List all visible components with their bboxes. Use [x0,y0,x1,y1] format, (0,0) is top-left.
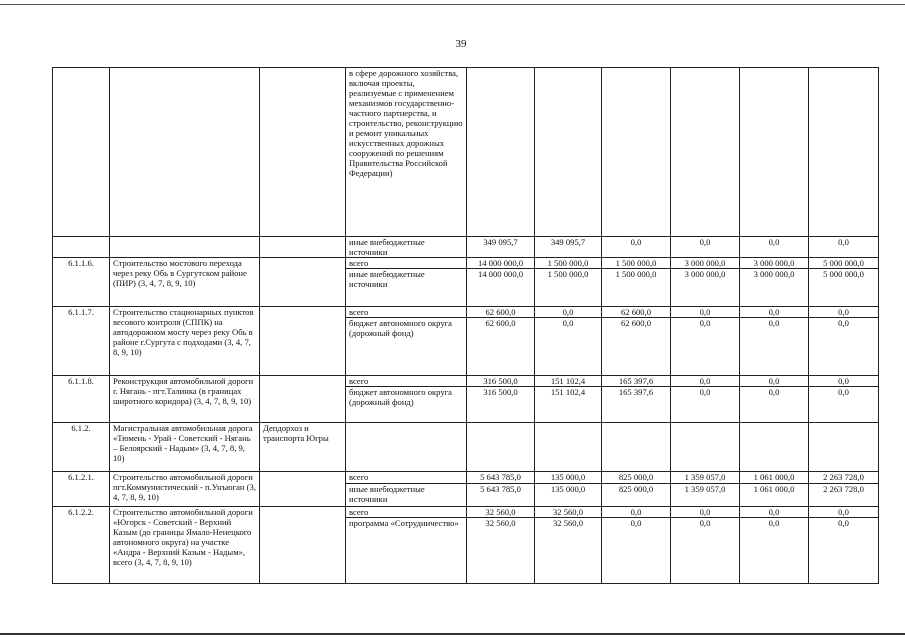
value-cell: 14 000 000,0 [467,268,535,306]
executor-cell [260,506,346,583]
value-cell: 0,0 [740,387,809,423]
name-cell [110,236,260,257]
value-cell: 0,0 [740,306,809,317]
executor-cell: Депдорхоз и транспорта Югры [260,423,346,472]
value-cell: 825 000,0 [602,483,671,506]
value-cell [467,68,535,237]
source-cell: всего [346,506,467,517]
value-cell: 0,0 [535,317,602,375]
value-cell: 0,0 [671,376,740,387]
value-cell: 32 560,0 [467,517,535,583]
value-cell: 0,0 [740,517,809,583]
source-cell: всего [346,257,467,268]
code-cell: 6.1.1.8. [53,376,110,423]
source-cell: всего [346,306,467,317]
value-cell: 2 263 728,0 [809,472,879,483]
value-cell [809,423,879,472]
value-cell: 0,0 [671,317,740,375]
value-cell [535,423,602,472]
value-cell: 825 000,0 [602,472,671,483]
executor-cell [260,306,346,375]
table-row [53,423,879,472]
source-cell: программа «Сотрудничество» [346,517,467,583]
value-cell [740,68,809,237]
value-cell: 62 600,0 [467,317,535,375]
value-cell: 62 600,0 [602,306,671,317]
value-cell: 3 000 000,0 [671,257,740,268]
code-cell [53,236,110,257]
value-cell: 14 000 000,0 [467,257,535,268]
executor-cell [260,68,346,237]
value-cell: 1 061 000,0 [740,472,809,483]
budget-table [52,67,879,584]
value-cell [602,423,671,472]
value-cell: 0,0 [535,306,602,317]
value-cell: 0,0 [809,387,879,423]
value-cell: 32 560,0 [467,506,535,517]
name-cell: Строительство автомобильной дороги пгт.Коммунистический - п.Унъюган (3, 4, 7, 8, 9, 10) [110,472,260,506]
source-cell: иные внебюджетные источники [346,483,467,506]
scan-bottom-edge [0,633,905,635]
value-cell: 5 000 000,0 [809,268,879,306]
source-cell: всего [346,472,467,483]
value-cell: 3 000 000,0 [740,268,809,306]
name-cell: Реконструкция автомобильной дороги г. Нягань - пгт.Талинка (в границах широтного коридора) (3, 4, 7, 8, 9, 10) [110,376,260,423]
value-cell: 0,0 [671,236,740,257]
value-cell: 1 359 057,0 [671,483,740,506]
value-cell: 151 102,4 [535,387,602,423]
value-cell [671,68,740,237]
value-cell: 0,0 [809,317,879,375]
source-cell: иные внебюджетные источники [346,268,467,306]
value-cell [602,68,671,237]
value-cell: 2 263 728,0 [809,483,879,506]
source-cell [346,423,467,472]
executor-cell [260,472,346,506]
table-row [53,472,879,483]
code-cell: 6.1.1.7. [53,306,110,375]
code-cell: 6.1.1.6. [53,257,110,306]
value-cell: 0,0 [671,506,740,517]
executor-cell [260,257,346,306]
value-cell: 0,0 [809,236,879,257]
table-row [53,376,879,387]
value-cell: 1 500 000,0 [535,268,602,306]
source-cell: бюджет автономного округа (дорожный фонд) [346,317,467,375]
value-cell [535,68,602,237]
value-cell: 0,0 [671,517,740,583]
value-cell: 3 000 000,0 [740,257,809,268]
code-cell [53,68,110,237]
value-cell: 5 000 000,0 [809,257,879,268]
name-cell: Магистральная автомобильная дорога «Тюмень - Урай - Советский - Нягань – Белоярский - Надым» (3, 4, 7, 8, 9, 10) [110,423,260,472]
value-cell: 62 600,0 [467,306,535,317]
name-cell [110,68,260,237]
table-row [53,236,879,257]
value-cell: 316 500,0 [467,376,535,387]
value-cell: 32 560,0 [535,506,602,517]
value-cell [809,68,879,237]
name-cell: Строительство мостового перехода через реку Обь в Сургутском районе (ПИР) (3, 4, 7, 8, 9, 10) [110,257,260,306]
table-row [53,306,879,317]
value-cell: 5 643 785,0 [467,472,535,483]
value-cell: 0,0 [602,506,671,517]
value-cell: 135 000,0 [535,483,602,506]
value-cell: 1 359 057,0 [671,472,740,483]
value-cell: 0,0 [740,506,809,517]
table-row [53,68,879,237]
source-cell: в сфере дорожного хозяйства, включая проекты, реализуемые с применением механизмов государственно-частного партнерства, и строительство, реконструкцию и ремонт уникальных искусственных дорожных сооружений по решениям Правительства Российской Федерации) [346,68,467,237]
value-cell: 0,0 [602,517,671,583]
value-cell: 0,0 [809,376,879,387]
value-cell: 349 095,7 [535,236,602,257]
value-cell: 1 500 000,0 [535,257,602,268]
value-cell: 0,0 [671,306,740,317]
scan-top-edge [0,4,905,5]
executor-cell [260,236,346,257]
value-cell: 349 095,7 [467,236,535,257]
value-cell: 0,0 [602,236,671,257]
value-cell [671,423,740,472]
value-cell: 0,0 [809,517,879,583]
value-cell: 316 500,0 [467,387,535,423]
name-cell: Строительство автомобильной дороги «Югорск - Советский - Верхний Казым (до границы Ямало-Ненецкого автономного округа) на участке «Андра - Верхний Казым - Надым», всего (3, 4, 7, 8, 9, 10) [110,506,260,583]
value-cell: 0,0 [740,236,809,257]
source-cell: бюджет автономного округа (дорожный фонд) [346,387,467,423]
value-cell: 32 560,0 [535,517,602,583]
value-cell: 5 643 785,0 [467,483,535,506]
executor-cell [260,376,346,423]
page-number: 39 [455,38,467,50]
code-cell: 6.1.2. [53,423,110,472]
value-cell: 0,0 [740,376,809,387]
value-cell: 0,0 [809,506,879,517]
value-cell: 0,0 [809,306,879,317]
code-cell: 6.1.2.1. [53,472,110,506]
value-cell: 1 500 000,0 [602,268,671,306]
value-cell: 3 000 000,0 [671,268,740,306]
source-cell: всего [346,376,467,387]
value-cell: 165 397,6 [602,387,671,423]
table-row [53,257,879,268]
source-cell: иные внебюджетные источники [346,236,467,257]
value-cell [740,423,809,472]
value-cell: 151 102,4 [535,376,602,387]
value-cell: 62 600,0 [602,317,671,375]
value-cell [467,423,535,472]
value-cell: 165 397,6 [602,376,671,387]
table-row [53,506,879,517]
code-cell: 6.1.2.2. [53,506,110,583]
value-cell: 135 000,0 [535,472,602,483]
value-cell: 0,0 [740,317,809,375]
value-cell: 1 061 000,0 [740,483,809,506]
name-cell: Строительство стационарных пунктов весового контроля (СППК) на автодорожном мосту через реку Обь в районе г.Сургута с подходами (3, 4, 7, 8, 9, 10) [110,306,260,375]
value-cell: 0,0 [671,387,740,423]
value-cell: 1 500 000,0 [602,257,671,268]
